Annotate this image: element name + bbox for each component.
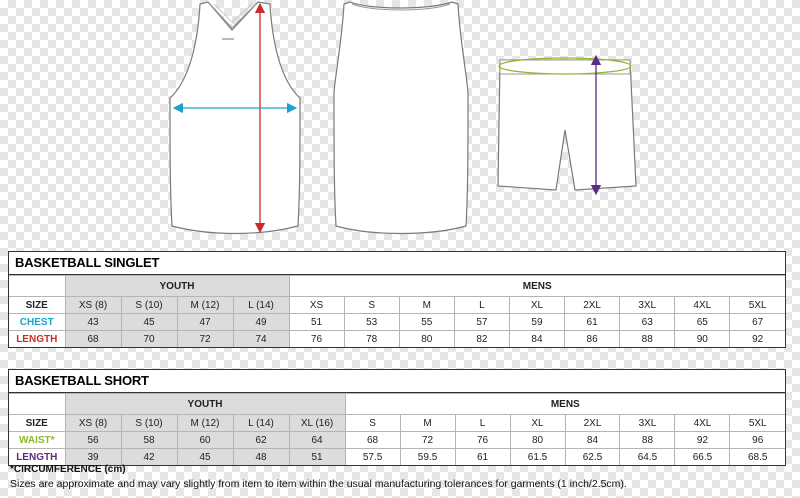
value-cell: 64 xyxy=(289,432,345,449)
size-label: SIZE xyxy=(9,415,65,432)
value-cell: 80 xyxy=(510,432,565,449)
short-size-row xyxy=(9,415,785,432)
size-cell: L xyxy=(454,297,509,314)
size-cell: L (14) xyxy=(233,297,289,314)
size-cell: 2XL xyxy=(565,297,620,314)
value-cell: 56 xyxy=(65,432,121,449)
value-cell: 74 xyxy=(233,331,289,348)
sizing-disclaimer: Sizes are approximate and may vary slightly from item to item within the usual manufacturing tolerances for garments (1 inch/2.5cm). xyxy=(10,478,627,490)
value-cell: 61.5 xyxy=(510,449,565,466)
value-cell: 45 xyxy=(121,314,177,331)
value-cell: 90 xyxy=(675,331,730,348)
value-cell: 67 xyxy=(730,314,785,331)
size-cell: S (10) xyxy=(121,297,177,314)
short-table-title: BASKETBALL SHORT xyxy=(9,370,785,393)
size-cell: M xyxy=(399,297,454,314)
size-cell: 4XL xyxy=(675,415,730,432)
value-cell: 88 xyxy=(620,331,675,348)
value-cell: 39 xyxy=(65,449,121,466)
size-cell: XL xyxy=(510,415,565,432)
size-cell: 5XL xyxy=(730,297,785,314)
size-cell: XS (8) xyxy=(65,415,121,432)
size-cell: 2XL xyxy=(565,415,620,432)
value-cell: 62.5 xyxy=(565,449,620,466)
singlet-length-row xyxy=(9,331,785,348)
singlet-corner-cell xyxy=(9,276,65,297)
value-cell: 82 xyxy=(454,331,509,348)
value-cell: 70 xyxy=(121,331,177,348)
value-cell: 43 xyxy=(65,314,121,331)
size-cell: L (14) xyxy=(233,415,289,432)
size-cell: S xyxy=(344,297,399,314)
short-youth-header: YOUTH xyxy=(65,394,345,415)
circumference-note: *CIRCUMFERENCE (cm) xyxy=(10,464,126,475)
value-cell: 59.5 xyxy=(400,449,455,466)
value-cell: 63 xyxy=(620,314,675,331)
short-corner-cell xyxy=(9,394,65,415)
value-cell: 65 xyxy=(675,314,730,331)
value-cell: 88 xyxy=(620,432,675,449)
value-cell: 68 xyxy=(345,432,400,449)
value-cell: 58 xyxy=(121,432,177,449)
value-cell: 92 xyxy=(730,331,785,348)
value-cell: 51 xyxy=(289,314,344,331)
size-label: SIZE xyxy=(9,297,65,314)
size-cell: S (10) xyxy=(121,415,177,432)
size-cell: M (12) xyxy=(177,415,233,432)
waist-label: WAIST* xyxy=(9,432,65,449)
value-cell: 66.5 xyxy=(675,449,730,466)
value-cell: 78 xyxy=(344,331,399,348)
garment-illustrations xyxy=(0,0,800,245)
value-cell: 84 xyxy=(565,432,620,449)
value-cell: 72 xyxy=(400,432,455,449)
value-cell: 53 xyxy=(344,314,399,331)
size-cell: 5XL xyxy=(730,415,785,432)
chest-label: CHEST xyxy=(9,314,65,331)
singlet-size-row xyxy=(9,297,785,314)
singlet-mens-header: MENS xyxy=(289,276,785,297)
value-cell: 48 xyxy=(233,449,289,466)
value-cell: 55 xyxy=(399,314,454,331)
length-label: LENGTH xyxy=(9,449,65,466)
value-cell: 42 xyxy=(121,449,177,466)
size-cell: 3XL xyxy=(620,415,675,432)
value-cell: 64.5 xyxy=(620,449,675,466)
size-cell: XS (8) xyxy=(65,297,121,314)
singlet-front-icon xyxy=(170,2,300,234)
value-cell: 68.5 xyxy=(730,449,785,466)
value-cell: 57.5 xyxy=(345,449,400,466)
size-cell: 3XL xyxy=(620,297,675,314)
short-size-table xyxy=(8,369,786,466)
size-cell: L xyxy=(455,415,510,432)
value-cell: 80 xyxy=(399,331,454,348)
value-cell: 59 xyxy=(509,314,564,331)
singlet-size-table xyxy=(8,251,786,348)
value-cell: 51 xyxy=(289,449,345,466)
value-cell: 60 xyxy=(177,432,233,449)
value-cell: 57 xyxy=(454,314,509,331)
short-mens-header: MENS xyxy=(345,394,785,415)
value-cell: 61 xyxy=(565,314,620,331)
size-cell: S xyxy=(345,415,400,432)
singlet-chest-row xyxy=(9,314,785,331)
size-cell: M xyxy=(400,415,455,432)
size-cell: XS xyxy=(289,297,344,314)
value-cell: 45 xyxy=(177,449,233,466)
value-cell: 92 xyxy=(675,432,730,449)
size-cell: XL (16) xyxy=(289,415,345,432)
value-cell: 86 xyxy=(565,331,620,348)
short-waist-row xyxy=(9,432,785,449)
short-icon xyxy=(498,58,636,190)
size-cell: XL xyxy=(509,297,564,314)
value-cell: 61 xyxy=(455,449,510,466)
value-cell: 76 xyxy=(289,331,344,348)
singlet-table-title: BASKETBALL SINGLET xyxy=(9,252,785,275)
singlet-youth-header: YOUTH xyxy=(65,276,289,297)
short-length-row xyxy=(9,449,785,466)
length-label: LENGTH xyxy=(9,331,65,348)
value-cell: 68 xyxy=(65,331,121,348)
value-cell: 84 xyxy=(509,331,564,348)
value-cell: 76 xyxy=(455,432,510,449)
value-cell: 96 xyxy=(730,432,785,449)
size-cell: M (12) xyxy=(177,297,233,314)
value-cell: 72 xyxy=(177,331,233,348)
value-cell: 49 xyxy=(233,314,289,331)
value-cell: 62 xyxy=(233,432,289,449)
size-cell: 4XL xyxy=(675,297,730,314)
value-cell: 47 xyxy=(177,314,233,331)
singlet-back-icon xyxy=(334,2,468,234)
